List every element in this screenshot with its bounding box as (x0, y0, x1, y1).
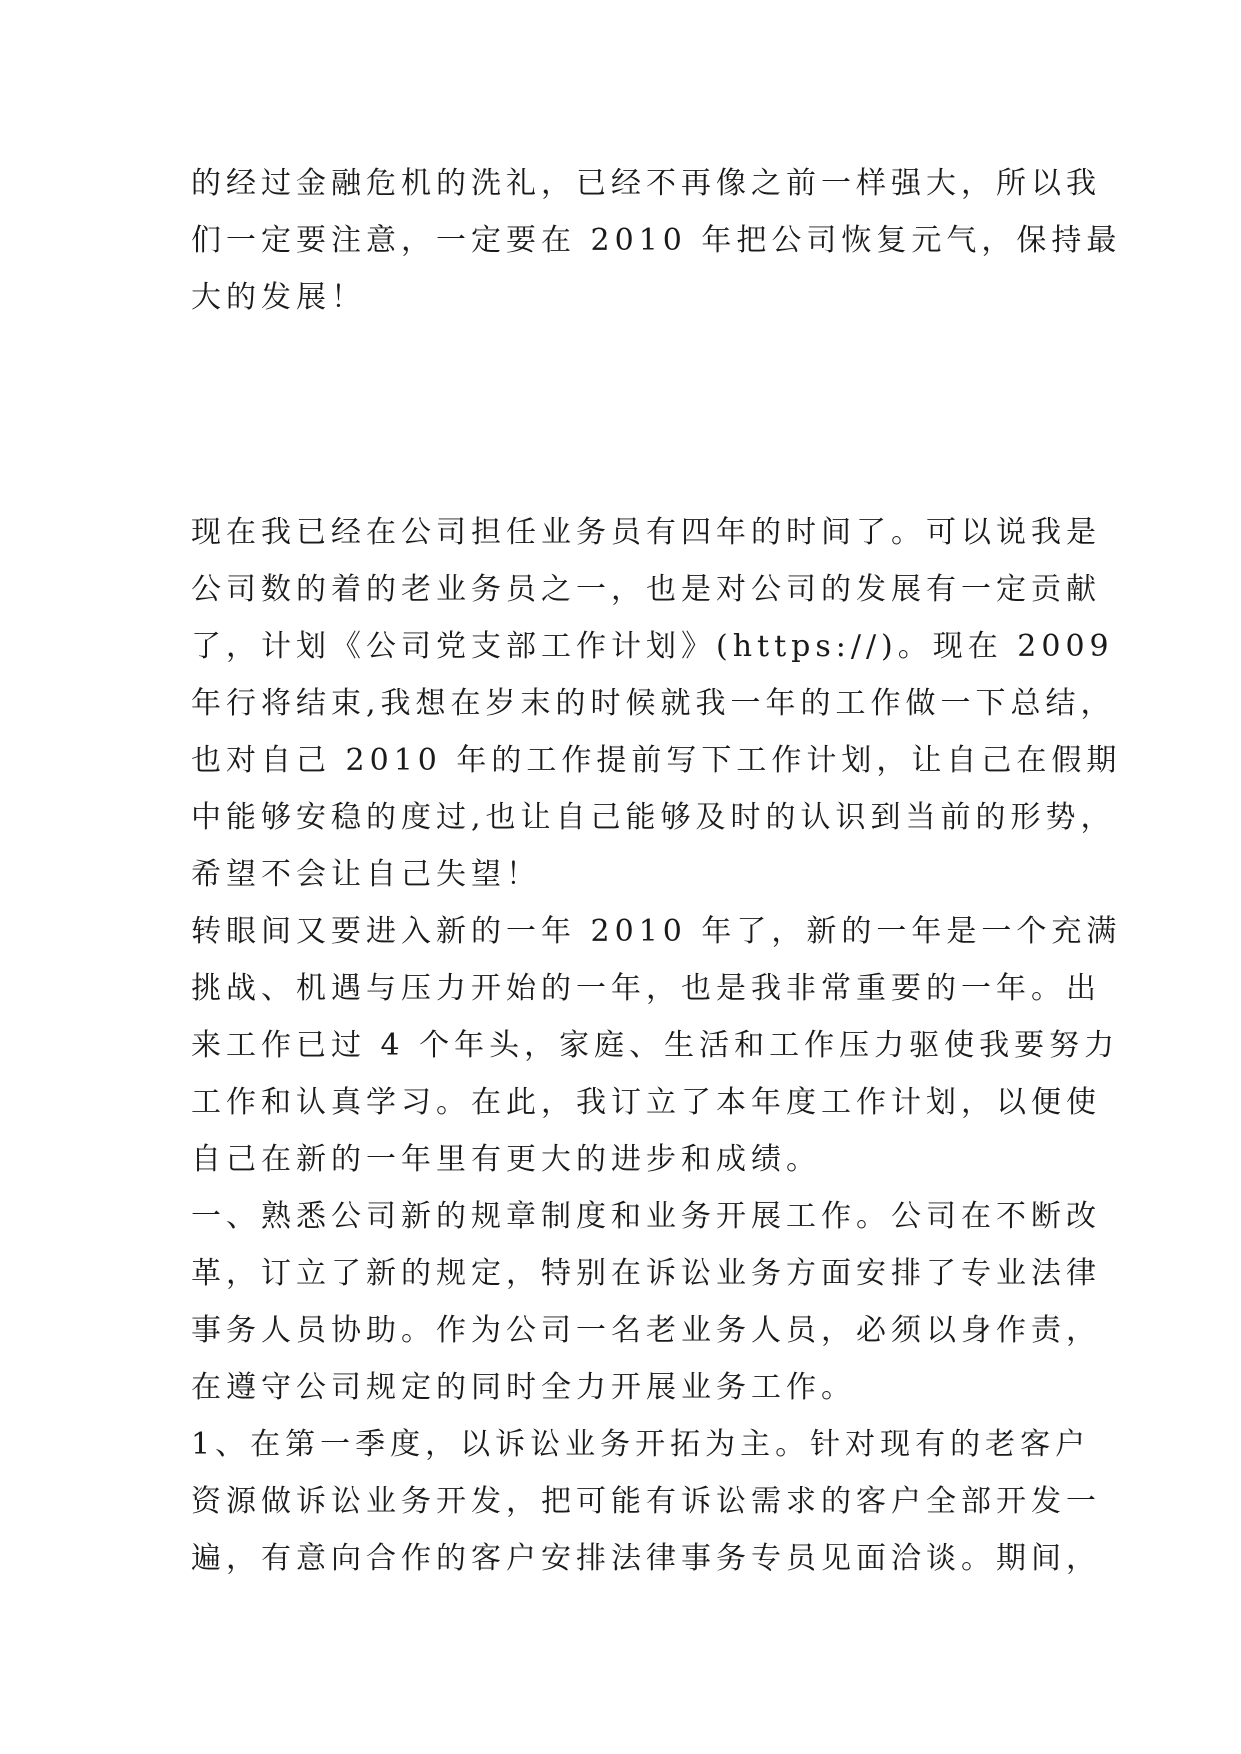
text-line: 公司数的着的老业务员之一，也是对公司的发展有一定贡献 (191, 572, 1101, 607)
text-line: 在遵守公司规定的同时全力开展业务工作。 (191, 1370, 856, 1405)
text-line: 中能够安稳的度过,也让自己能够及时的认识到当前的形势， (191, 800, 1116, 835)
text-line: 了，计划《公司党支部工作计划》(https://)。现在 2009 (191, 629, 1114, 664)
text-line: 希望不会让自己失望！ (191, 857, 541, 892)
paragraph (191, 1188, 1101, 1416)
text-line: 的经过金融危机的洗礼，已经不再像之前一样强大，所以我 (191, 166, 1101, 201)
text-line: 工作和认真学习。在此，我订立了本年度工作计划，以便使 (191, 1085, 1101, 1120)
text-line: 现在我已经在公司担任业务员有四年的时间了。可以说我是 (191, 515, 1101, 550)
text-line: 转眼间又要进入新的一年 2010 年了，新的一年是一个充满 (191, 914, 1122, 949)
paragraph-spacer (191, 326, 1061, 504)
text-line: 1、在第一季度，以诉讼业务开拓为主。针对现有的老客户 (191, 1427, 1091, 1462)
paragraph (191, 504, 1122, 903)
paragraph (191, 903, 1122, 1188)
paragraph (191, 1416, 1101, 1587)
document-body (191, 155, 1122, 1587)
text-line: 大的发展！ (191, 280, 366, 315)
text-line: 来工作已过 4 个年头，家庭、生活和工作压力驱使我要努力 (191, 1028, 1120, 1063)
text-line: 一、熟悉公司新的规章制度和业务开展工作。公司在不断改 (191, 1199, 1101, 1234)
paragraph (191, 155, 1122, 326)
text-line: 革，订立了新的规定，特别在诉讼业务方面安排了专业法律 (191, 1256, 1101, 1291)
text-line: 年行将结束,我想在岁末的时候就我一年的工作做一下总结， (191, 686, 1116, 721)
text-line: 遍，有意向合作的客户安排法律事务专员见面洽谈。期间， (191, 1541, 1101, 1576)
text-line: 挑战、机遇与压力开始的一年，也是我非常重要的一年。出 (191, 971, 1101, 1006)
text-line: 也对自己 2010 年的工作提前写下工作计划，让自己在假期 (191, 743, 1122, 778)
text-line: 资源做诉讼业务开发，把可能有诉讼需求的客户全部开发一 (191, 1484, 1101, 1519)
text-line: 事务人员协助。作为公司一名老业务人员，必须以身作责， (191, 1313, 1101, 1348)
text-line: 们一定要注意，一定要在 2010 年把公司恢复元气，保持最 (191, 223, 1122, 258)
text-line: 自己在新的一年里有更大的进步和成绩。 (191, 1142, 821, 1177)
